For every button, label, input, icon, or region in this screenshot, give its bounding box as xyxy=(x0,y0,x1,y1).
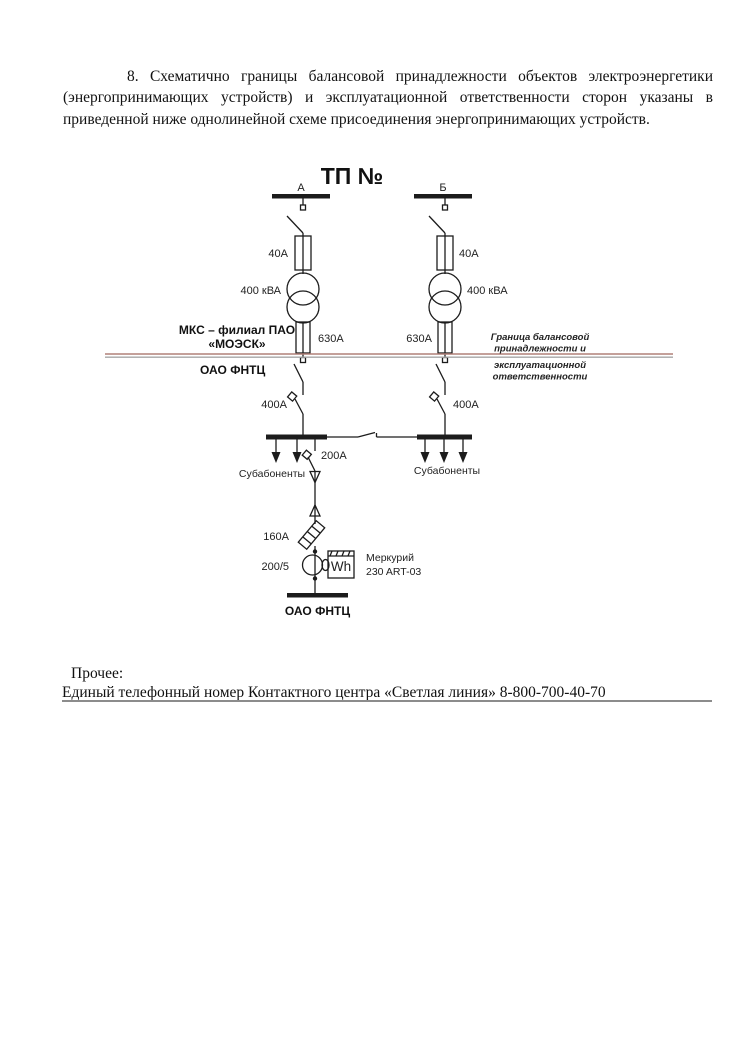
feeder-arrow xyxy=(459,452,468,463)
disconnector-contact-a xyxy=(301,205,306,210)
breaker-200a-blade xyxy=(308,457,315,471)
boundary-caption-line1: Граница балансовой xyxy=(490,332,590,343)
lv-blade-b xyxy=(436,364,445,382)
transformer-a-secondary-winding xyxy=(287,291,319,323)
disconnector-contact-b xyxy=(443,205,448,210)
consumer-busbar xyxy=(287,593,348,598)
metering-branch xyxy=(261,440,421,619)
disconnector-blade-b xyxy=(429,216,445,233)
ct-ratio-label: 200/5 xyxy=(261,561,289,573)
lv-section xyxy=(239,433,480,481)
boundary-caption-line3: эксплуатационной xyxy=(493,360,587,371)
grid-owner-label-line2: «МОЭСК» xyxy=(208,337,266,351)
breaker-200a-label: 200А xyxy=(321,450,347,462)
breaker-400a-a-blade xyxy=(295,399,303,414)
consumer-bus-label: ОАО ФНТЦ xyxy=(284,604,351,618)
lv-contact-a xyxy=(301,358,306,363)
balance-boundary xyxy=(105,323,673,383)
lv-busbar-left xyxy=(266,435,327,440)
subscribers-right-label: Субабоненты xyxy=(413,465,481,477)
fuse-40a-a-label: 40А xyxy=(268,248,288,260)
connection-dot xyxy=(313,576,317,580)
hatch-line xyxy=(342,551,344,556)
meter-name-line1: Меркурий xyxy=(366,552,414,564)
diagram-title: ТП № xyxy=(320,163,384,189)
feeder-arrow xyxy=(440,452,449,463)
disconnector-blade-a xyxy=(287,216,303,233)
bus-a-label: А xyxy=(297,182,305,194)
breaker-400a-b-label: 400А xyxy=(453,399,479,411)
transformer-b-label: 400 кВА xyxy=(467,285,508,297)
lv-contact-b xyxy=(443,358,448,363)
transformer-a-primary-winding xyxy=(287,273,319,305)
subscribers-left-label: Субабоненты xyxy=(238,468,306,480)
fuse-630a-b-label: 630А xyxy=(406,333,432,345)
connection-dot xyxy=(313,549,317,553)
meter-name-line2: 230 ART-03 xyxy=(366,566,422,578)
breaker-400a-a-label: 400А xyxy=(261,399,287,411)
meter-unit-label: Wh xyxy=(330,559,352,574)
footer-notes xyxy=(62,665,713,702)
transformer-a-label: 400 кВА xyxy=(240,285,281,297)
boundary-caption-line4: ответственности xyxy=(492,371,588,383)
transformer-b-secondary-winding xyxy=(429,291,461,323)
feeder-arrow xyxy=(272,452,281,463)
breaker-200a-contact xyxy=(302,450,311,459)
fuse-40a-b-label: 40А xyxy=(459,248,479,260)
breaker-400a-b-blade xyxy=(437,399,445,414)
bus-tie-blade xyxy=(358,433,375,438)
grid-owner-label-line1: МКС – филиал ПАО xyxy=(178,323,296,337)
feeder-arrow xyxy=(421,452,430,463)
hv-busbar-b xyxy=(414,194,472,199)
feeder-b xyxy=(406,182,508,435)
consumer-owner-label: ОАО ФНТЦ xyxy=(200,363,266,377)
transformer-b-primary-winding xyxy=(429,273,461,305)
footer-divider xyxy=(62,700,712,702)
clause-8-paragraph: 8. Схематично границы балансовой принадлежности объектов электроэнергетики (энергопринимающих устройств) и эксплуатационной ответственности сторон указаны в приведенной ниже однолинейной схеме присоединения энергопринимающих устройств. xyxy=(63,68,713,128)
feeder-a xyxy=(240,182,344,435)
current-transformer xyxy=(303,555,323,575)
boundary-caption-line2: принадлежности и xyxy=(494,343,586,355)
contact-center-line: Единый телефонный номер Контактного центра «Светлая линия» 8-800-700-40-70 xyxy=(62,683,606,701)
hatch-line xyxy=(330,551,332,556)
switch-fuse-160a xyxy=(298,521,324,550)
hv-busbar-a xyxy=(272,194,330,199)
hatch-line xyxy=(348,551,350,556)
hatch-line xyxy=(312,526,320,533)
switch-fuse-160a-label: 160А xyxy=(263,531,289,543)
other-heading: Прочее: xyxy=(71,665,124,682)
feeder-arrow xyxy=(293,452,302,463)
hatch-line xyxy=(307,531,315,538)
bus-b-label: Б xyxy=(439,182,447,194)
lv-busbar-right xyxy=(417,435,472,440)
fuse-630a-a-label: 630А xyxy=(318,333,344,345)
hatch-line xyxy=(303,537,311,544)
hatch-line xyxy=(336,551,338,556)
lv-blade-a xyxy=(294,364,303,382)
